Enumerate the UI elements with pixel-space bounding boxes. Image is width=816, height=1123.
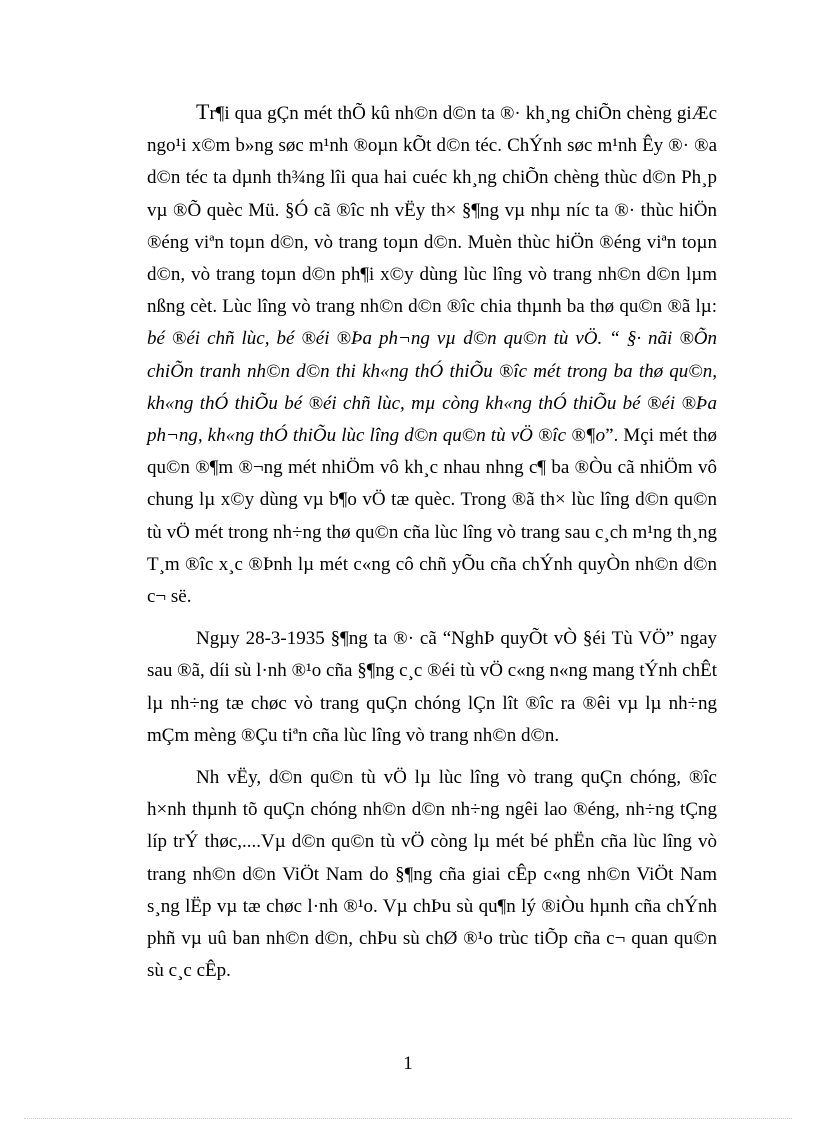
paragraph-3: Nh vËy, d©n qu©n tù vÖ lµ lùc lîng vò trang quÇn chóng, ®îc h×nh thµnh tõ quÇn chóng nh©n d©n nh÷ng ngêi lao ®éng, nh÷ng tÇng líp trÝ thøc,....Vµ d©n qu©n tù vÖ còng lµ mét bé phËn cña lùc lîng vò trang nh©n d©n ViÖt Nam do §¶ng cña giai cÊp c«ng nh©n ViÖt Nam s¸ng lËp vµ tæ chøc l·nh ®¹o. Vµ chÞu sù qu¶n lý ®iÒu hµnh cña chÝnh phñ vµ uû ban nh©n d©n, chÞu sù chØ ®¹o trùc tiÕp cña c¬ quan qu©n sù c¸c cÊp.: [147, 767, 717, 982]
paragraph-dropcap: T: [196, 99, 210, 124]
page-bottom-edge: [24, 1118, 792, 1119]
page-number: 1: [403, 1053, 413, 1074]
document-body: [147, 96, 717, 987]
paragraph-1-tail: ”. Mçi mét thø qu©n ®¶m ®¬ng mét nhiÖm vô kh¸c nhau nhng c¶ ba ®Òu cã nhiÖm vô chung lµ x©y dùng vµ b¶o vÖ tæ quèc. Trong ®ã th× lùc lîng d©n qu©n tù vÖ mét trong nh÷ng thø qu©n cña lùc lîng vò trang sau c¸ch m¹ng th¸ng T¸m ®îc x¸c ®Þnh lµ mét c«ng cô chñ yÕu cña chÝnh quyÒn nh©n d©n c¬ së.: [147, 425, 717, 608]
italic-quotation: “ §· nãi ®Õn chiÕn tranh nh©n d©n thi kh«ng thÓ thiÕu ®îc mét trong ba thø qu©n, kh«ng thÓ thiÕu bé ®éi chñ lùc, mµ còng kh«ng thÓ thiÕu bé ®éi ®Þa ph¬ng, kh«ng thÓ thiÕu lùc lîng d©n qu©n tù vÖ ®îc ®¶o: [147, 328, 717, 447]
paragraph-1-lead: r¶i qua gÇn mét thÕ kû nh©n d©n ta ®· kh¸ng chiÕn chèng giÆc ngo¹i x©m b»ng søc m¹nh ®oµn kÕt d©n téc. ChÝnh søc m¹nh Êy ®· ®a d©n téc ta dµnh th¾ng lîi qua hai cuéc kh¸ng chiÕn chèng thùc d©n Ph¸p vµ ®Õ quèc Mü. §Ó cã ®îc nh vËy th× §¶ng vµ nhµ níc ta ®· thùc hiÖn ®éng viªn toµn d©n, vò trang toµn d©n. Muèn thùc hiÖn ®éng viªn toµn d©n, vò trang toµn d©n ph¶i x©y dùng lùc lîng vò trang nh©n d©n lµm nßng cèt. Lùc lîng vò trang nh©n d©n ®îc chia thµnh ba thø qu©n ®ã lµ:: [147, 103, 717, 318]
paragraph-2: Ngµy 28-3-1935 §¶ng ta ®· cã “NghÞ quyÕt vÒ §éi Tù VÖ” ngay sau ®ã, díi sù l·nh ®¹o cña §¶ng c¸c ®éi tù vÖ c«ng n«ng mang tÝnh chÊt lµ nh÷ng tæ chøc vò trang quÇn chóng lÇn lît ®îc ra ®êi vµ lµ nh÷ng mÇm mèng ®Çu tiªn cña lùc lîng vò trang nh©n d©n.: [147, 628, 717, 746]
paragraph-1: [147, 96, 717, 613]
italic-military-branches: bé ®éi chñ lùc, bé ®éi ®Þa ph¬ng vµ d©n qu©n tù vÖ.: [147, 328, 603, 350]
